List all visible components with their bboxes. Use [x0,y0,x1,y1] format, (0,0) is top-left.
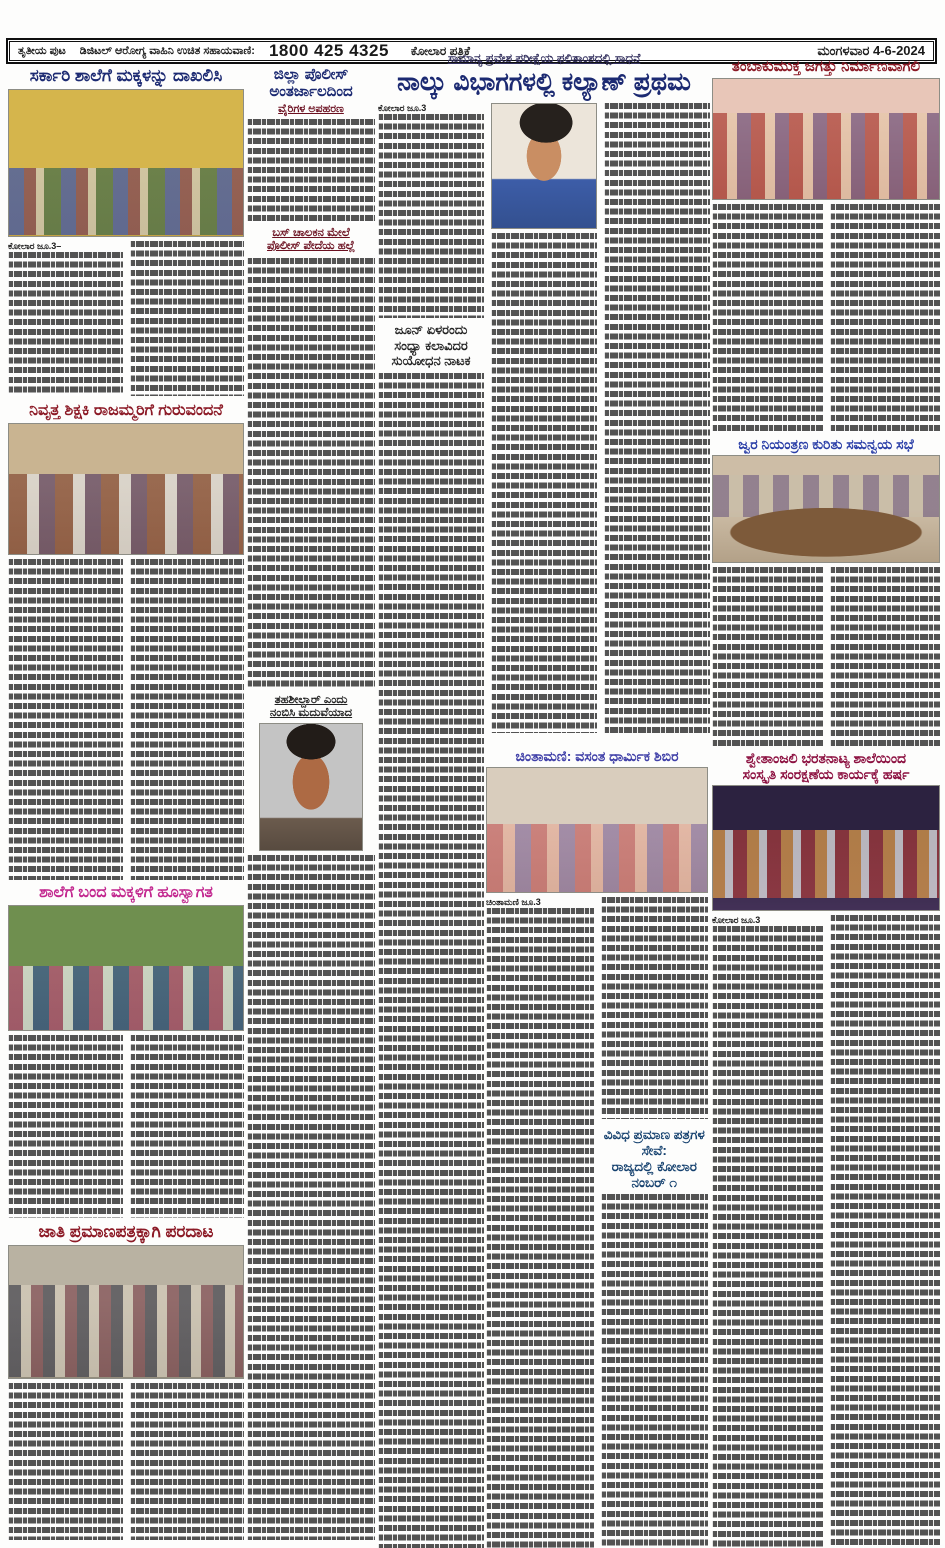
date-label: ಮಂಗಳವಾರ 4-6-2024 [817,43,925,58]
certificates-headline-line2: ರಾಜ್ಯದಲ್ಲಿ ಕೋಲಾರ ನಂಬರ್ ೧ [611,1159,697,1190]
body-text [712,204,823,432]
body-text [247,258,375,690]
headline: ಸರ್ಕಾರಿ ಶಾಲೆಗೆ ಮಕ್ಕಳನ್ನು ದಾಖಲಿಸಿ [29,66,223,85]
article-guru-vandane [8,402,244,880]
body-text [8,252,123,396]
article-tobacco-free [712,58,940,432]
dance-school-stage-photo [712,785,940,911]
body-text [130,1035,245,1218]
article-flower-welcome [8,884,244,1218]
coordination-meeting-photo [712,455,940,563]
headline: ಚಿಂತಾಮಣಿ: ವಸಂತ ಧಾರ್ಮಿಕ ಶಿಬಿರ [515,748,679,764]
helpline-phone: 1800 425 4325 [268,41,389,60]
body-text [130,559,245,880]
body-text [378,114,484,318]
certificates-headline-line1: ವಿವಿಧ ಪ್ರಮಾಣ ಪತ್ರಗಳ ಸೇವೆ: [603,1127,705,1158]
headline: ಜ್ವರ ನಿಯಂತ್ರಣ ಕುರಿತು ಸಮನ್ವಯ ಸಭೆ [738,436,914,452]
body-text [491,233,597,733]
accused-man-portrait-photo [259,723,363,851]
masthead-title: ಕೋಲಾರ ಪತ್ರಿಕೆ [410,43,471,58]
body-text [130,1383,245,1540]
children-flower-welcome-photo [8,905,244,1031]
body-text [712,926,823,1548]
body-text [604,103,710,733]
headline: ನಿವೃತ್ತ ಶಿಕ್ಷಕಿ ರಾಜಮ್ಮರಿಗೆ ಗುರುವಂದನೆ [29,402,223,419]
article-fever-meeting [712,436,940,746]
body-text [712,567,823,746]
body-text [8,1035,123,1218]
body-text [486,908,594,1548]
dateline: ಕೋಲಾರ ಜೂ.3 [712,915,761,926]
dateline: ಕೋಲಾರ ಜೂ.3– [8,240,62,251]
tobacco-free-event-photo [712,78,940,200]
headline: ತಂಬಾಕುಮುಕ್ತ ಜಗತ್ತು ನಿರ್ಮಾಣವಾಗಲಿ [731,58,921,75]
certificate-queue-photo [8,1245,244,1379]
headline: ಜಾತಿ ಪ್ರಮಾಣಪತ್ರಕ್ಕಾಗಿ ಪರದಾಟ [38,1222,214,1241]
subhead: ವೈರಿಗಳ ಅಪಹರಣ [278,102,344,115]
page-edition-label: ತೃತೀಯ ಪುಟ [18,44,66,57]
headline-line1: ಶ್ವೇತಾಂಜಲಿ ಭರತನಾಟ್ಯ ಶಾಲೆಯಿಂದ [745,750,907,766]
article-police-internet [247,66,375,1540]
kalyan-subcol-a [378,103,484,1548]
subhead-line1: ಜೂನ್ ಏಳರಂದು [394,321,468,337]
helpline-label: ಡಿಜಿಟಲ್ ಆರೋಗ್ಯ ವಾಹಿನಿ ಉಚಿತ ಸಹಾಯವಾಣಿ: [79,44,255,57]
subhead2-line2: ಪೊಲೀಸ್ ಪೇದೆಯ ಹಲ್ಲೆ [267,240,355,253]
retired-teacher-felicitation-photo [8,423,244,555]
headline-line1: ಜಿಲ್ಲಾ ಪೊಲೀಸ್ [273,66,349,83]
dateline: ಕೋಲಾರ ಜೂ.3 [378,102,427,113]
subhead3-line2: ನಂಬಿಸಿ ಮದುವೆಯಾದ [269,706,353,719]
article-caste-certificate [8,1222,244,1540]
body-text [830,204,941,432]
headline-line2: ಸಂಸ್ಕೃತಿ ಸಂರಕ್ಷಣೆಯ ಕಾರ್ಯಕ್ಕೆ ಹರ್ಷ [742,766,910,783]
article-bharatanatya-school [712,750,940,1548]
body-text [601,1194,709,1548]
religious-camp-photo [486,767,708,893]
subhead2-line1: ಬಸ್ ಚಾಲಕನ ಮೇಲೆ [272,227,350,240]
student-kalyan-portrait-photo [491,103,597,229]
body-text [830,567,941,746]
subhead-line3: ಸುಯೋಧನ ನಾಟಕ [391,353,471,369]
body-text [247,119,375,223]
kicker: ಸಾಮಾನ್ಯ ಪ್ರವೇಶ ಪರೀಕ್ಷೆಯ ಫಲಿತಾಂಶದಲ್ಲಿ ಸಾಧನೆ [447,51,641,65]
dateline: ಚಿಂತಾಮಣಿ ಜೂ.3 [486,897,541,908]
article-school-admission [8,66,244,396]
subhead3-line1: ತಹಶೀಲ್ದಾರ್ ಎಂದು [274,693,348,706]
subhead-line2: ಸಂಧ್ಯಾ ಕಲಾವಿದರ [394,338,468,354]
body-text [601,897,709,1119]
body-text [8,1383,123,1540]
article-chintamani-camp [486,748,708,1548]
body-text [130,241,245,396]
headline: ನಾಲ್ಕು ವಿಭಾಗಗಳಲ್ಲಿ ಕಲ್ಯಾಣ್ ಪ್ರಥಮ [397,67,691,96]
body-text [830,915,941,1548]
headline-line2: ಅಂತರ್ಜಾಲದಿಂದ [269,83,353,101]
body-text [247,855,375,1540]
body-text [8,559,123,880]
headline: ಶಾಲೆಗೆ ಬಂದ ಮಕ್ಕಳಿಗೆ ಹೂಸ್ವಾಗತ [39,884,213,901]
body-text [378,373,484,1548]
school-admission-group-photo [8,89,244,237]
